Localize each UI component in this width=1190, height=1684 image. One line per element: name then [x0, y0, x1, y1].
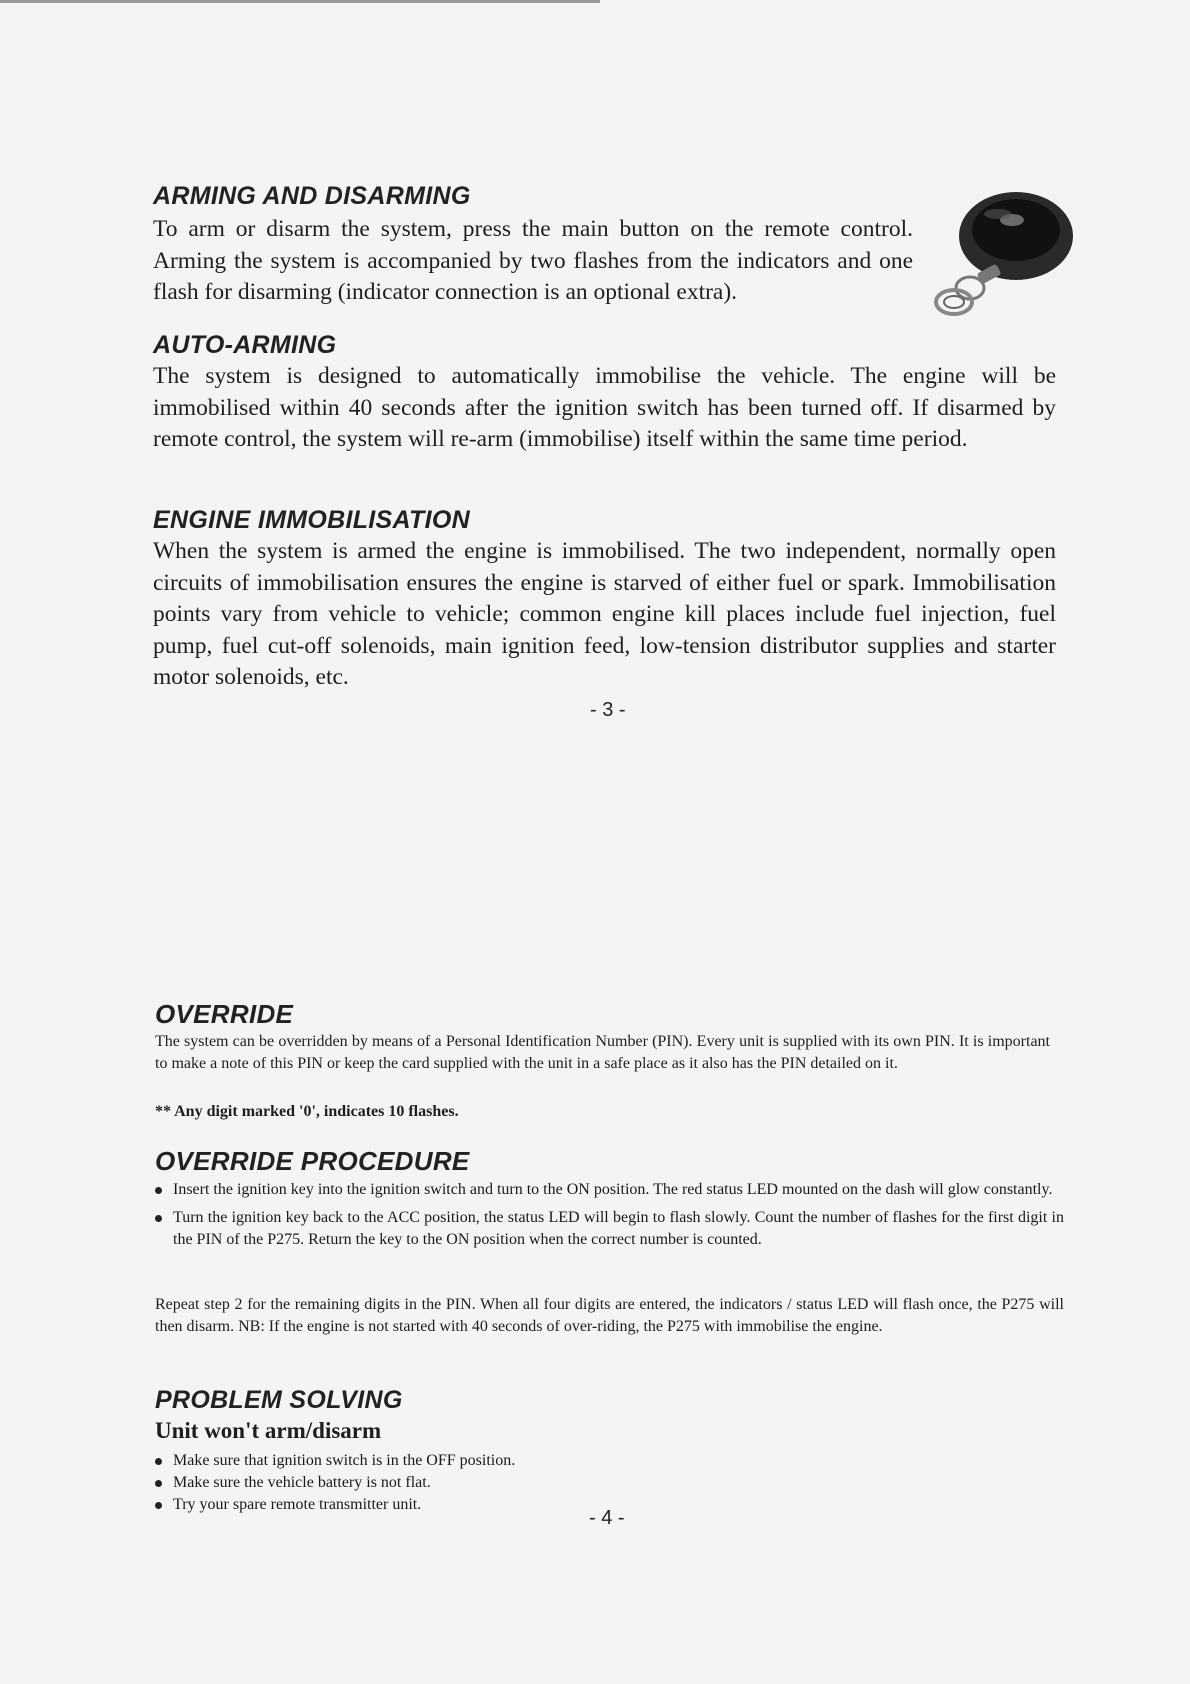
heading-override: OVERRIDE	[155, 999, 294, 1029]
list-item: Insert the ignition key into the ignition switch and turn to the ON position. The red status LED mounted on the dash will glow constantly.	[147, 1179, 1064, 1201]
paragraph-auto-arming: The system is designed to automatically immobilise the vehicle. The engine will be immobilised within 40 seconds after the ignition switch has been turned off. If disarmed by remote control, the system will re-arm (immobilise) itself within the same time period.	[153, 363, 1056, 452]
heading-override-procedure: OVERRIDE PROCEDURE	[155, 1146, 470, 1176]
heading-auto-arming: AUTO-ARMING	[153, 331, 337, 359]
heading-engine-immobilisation: ENGINE IMMOBILISATION	[153, 506, 470, 534]
heading-arming: ARMING AND DISARMING	[153, 182, 471, 210]
heading-problem-solving: PROBLEM SOLVING	[155, 1386, 403, 1414]
paragraph-override: The system can be overridden by means of a Personal Identification Number (PIN). Every unit is supplied with its own PIN. It is important to make a note of this PIN or keep the card supplied with the unit in a safe place as it also has the PIN detailed on it.	[155, 1033, 1050, 1072]
list-item: Try your spare remote transmitter unit.	[147, 1494, 667, 1516]
page-number-3: - 3 -	[590, 699, 626, 721]
override-steps-list	[147, 1179, 1064, 1251]
scan-edge-line	[0, 0, 600, 3]
list-item: Make sure that ignition switch is in the OFF position.	[147, 1450, 667, 1472]
paragraph-engine-immobilisation: When the system is armed the engine is immobilised. The two independent, normally open circuits of immobilisation ensures the engine is starved of either fuel or spark. Immobilisation points vary from vehicle to vehicle; common engine kill places include fuel injection, fuel pump, fuel cut-off solenoids, main ignition feed, low-tension distributor supplies and starter motor solenoids, etc.	[153, 538, 1056, 690]
paragraph-arming: To arm or disarm the system, press the main button on the remote control. Arming the system is accompanied by two flashes from the indicators and one flash for disarming (indicator connection is an optional extra).	[153, 216, 913, 305]
remote-keyfob-icon	[932, 186, 1082, 326]
subheading-unit-wont-arm: Unit won't arm/disarm	[155, 1418, 382, 1443]
list-item: Make sure the vehicle battery is not flat.	[147, 1472, 667, 1494]
list-item: Turn the ignition key back to the ACC position, the status LED will begin to flash slowly. Count the number of flashes for the first digit in the PIN of the P275. Return the key to the ON position when the correct number is counted.	[147, 1207, 1064, 1251]
page-number-4: - 4 -	[589, 1507, 625, 1529]
paragraph-repeat-step: Repeat step 2 for the remaining digits in the PIN. When all four digits are entered, the indicators / status LED will flash once, the P275 will then disarm. NB: If the engine is not started with 40 seconds of over-riding, the P275 with immobilise the engine.	[155, 1296, 1064, 1335]
override-note: ** Any digit marked '0', indicates 10 flashes.	[155, 1103, 459, 1120]
